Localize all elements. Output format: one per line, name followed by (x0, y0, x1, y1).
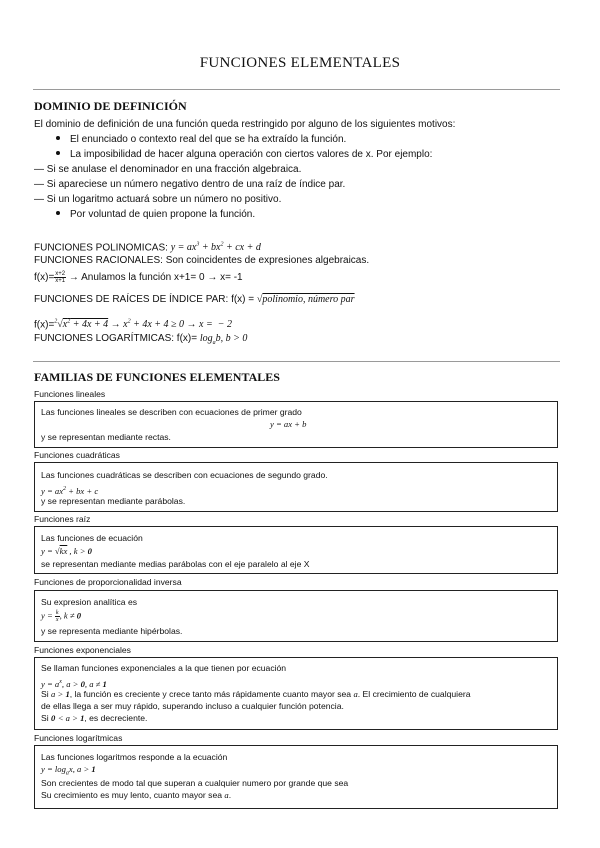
family-box-inversa (34, 590, 558, 642)
dash-item: — Si un logaritmo actuará sobre un número no positivo. (34, 194, 282, 205)
raices-line: FUNCIONES DE RAÍCES DE ÍNDICE PAR: f(x) = √polinomio, número par (34, 294, 355, 305)
dash-item: — Si apareciese un número negativo dentro de una raíz de índice par. (34, 179, 346, 190)
polinomica-formula: $y = ax^3 + bx^2$ + cx + d (170, 242, 261, 254)
box-text: Las funciones de ecuación (41, 533, 143, 543)
box-text: Son crecientes de modo tal que superan a cualquier numero por grande que sea (41, 778, 349, 788)
section-heading-familias: FAMILIAS DE FUNCIONES ELEMENTALES (34, 370, 280, 384)
polinomicas-line: FUNCIONES POLINOMICAS: $y = ax^3 + bx^2$ + cx + d (34, 242, 261, 254)
logaritmica-formula: $y = \log_ax$, a > 1 (41, 764, 96, 777)
box-text: Si a > 1, la función es creciente y crece tanto más rápidamente cuanto mayor sea a. El crecimiento de cualquiera (41, 689, 471, 699)
box-text: se representan mediante medias parábolas con el eje paralelo al eje X (41, 559, 310, 569)
family-label-cuadraticas: Funciones cuadráticas (34, 450, 120, 460)
family-label-exponenciales: Funciones exponenciales (34, 645, 131, 655)
bullet-icon (56, 211, 60, 215)
bullet-item: La imposibilidad de hacer alguna operación con ciertos valores de x. Por ejemplo: (56, 148, 432, 161)
racionales-line: FUNCIONES RACIONALES: Son coincidentes de expresiones algebraicas. (34, 255, 370, 266)
box-text: Se llaman funciones exponenciales a la que tienen por ecuación (41, 663, 287, 673)
family-label-raiz: Funciones raíz (34, 514, 91, 524)
family-label-inversa: Funciones de proporcionalidad inversa (34, 577, 182, 587)
page-title: FUNCIONES ELEMENTALES (199, 55, 401, 71)
racional-fraction: $\frac{x+2}{x+1}$ (55, 271, 66, 284)
box-text: Las funciones lineales se describen con ecuaciones de primer grado (41, 407, 302, 417)
raiz-example: $f(x)=^2√x^2 + 4x + 4 \to x^2 + 4x + 4 \ge 0 \to x$ = − 2 (34, 319, 232, 331)
inversa-formula: y = $\frac{k}{x}$ , k ≠ 0 (41, 610, 82, 623)
box-text: Su expresion analítica es (41, 597, 138, 607)
raiz-formula: y = √kx , k > 0 (41, 546, 92, 556)
box-text: Las funciones cuadráticas se describen con ecuaciones de segundo grado. (41, 470, 328, 480)
logaritmicas-line: FUNCIONES LOGARÍTMICAS: $f(x)= \log_ab$, b > 0 (34, 333, 248, 346)
box-text: y se representan mediante parábolas. (41, 496, 186, 506)
bullet-item: Por voluntad de quien propone la función. (56, 208, 255, 221)
bullet-icon (56, 151, 60, 155)
lineal-formula: y = ax + b (270, 419, 307, 429)
family-box-cuadraticas (34, 462, 558, 512)
divider (33, 89, 560, 90)
divider (33, 361, 560, 362)
bullet-icon (56, 136, 60, 140)
exponencial-formula: $y = a^x$, a > 0, a ≠ 1 (41, 678, 107, 689)
bullet-item: El enunciado o contexto real del que se ha extraído la función. (56, 133, 346, 146)
family-label-logaritmicas: Funciones logarítmicas (34, 733, 123, 743)
intro-text: El dominio de definición de una función queda restringido por alguno de los siguientes motivos: (34, 119, 456, 130)
box-text: y se representan mediante rectas. (41, 432, 171, 442)
box-text: y se representa mediante hipérbolas. (41, 626, 183, 636)
box-text: Las funciones logaritmos responde a la ecuación (41, 752, 228, 762)
box-text: Su crecimiento es muy lento, cuanto mayor sea a. (41, 790, 232, 800)
section-heading-dominio: DOMINIO DE DEFINICIÓN (34, 99, 187, 113)
dash-item: — Si se anulase el denominador en una fracción algebraica. (34, 164, 302, 175)
box-text: Si 0 < a > 1, es decreciente. (41, 713, 148, 723)
family-label-lineales: Funciones lineales (34, 389, 106, 399)
family-box-exponenciales (34, 657, 558, 730)
cuadratica-formula: $y = ax^2$ + bx + c (41, 485, 99, 496)
racional-example: f(x)= $\frac{x+2}{x+1}$ → Anulamos la función x+1= 0 → x= -1 (34, 271, 243, 284)
family-box-lineales (34, 401, 558, 448)
family-box-raiz (34, 526, 558, 574)
box-text: de ellas llega a ser muy rápido, superando incluso a cualquier función potencia. (41, 701, 344, 711)
family-box-logaritmicas (34, 745, 558, 809)
